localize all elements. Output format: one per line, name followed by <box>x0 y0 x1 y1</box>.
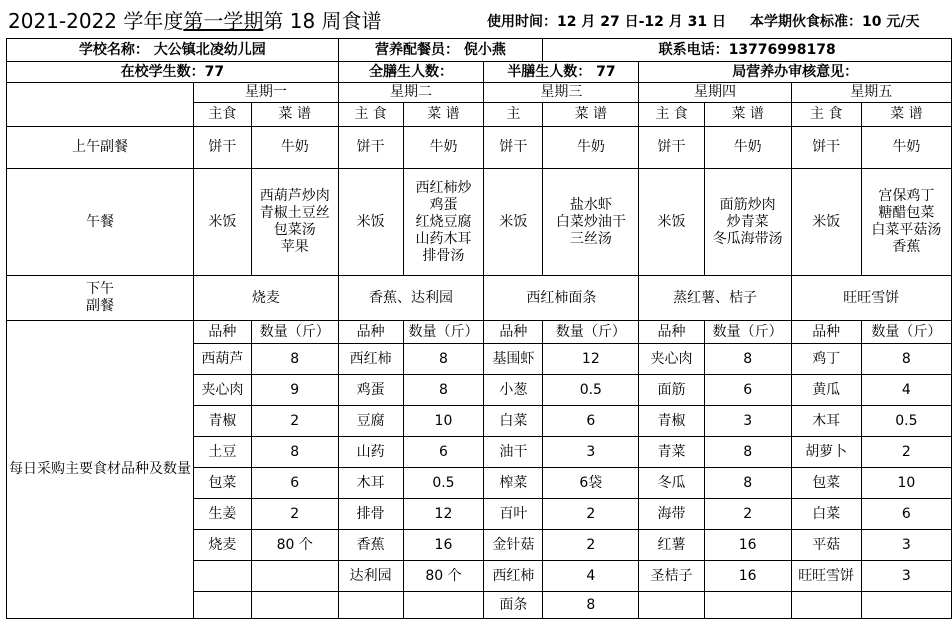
day-header: 星期三 <box>484 83 639 103</box>
purchase-qty: 80 个 <box>403 561 484 592</box>
daily-purchase-label: 每日采购主要食材品种及数量 <box>7 321 194 619</box>
purchase-item: 百叶 <box>484 499 543 530</box>
purchase-item: 白菜 <box>791 499 861 530</box>
afternoon-row <box>7 276 952 321</box>
purchase-qty: 2 <box>861 437 951 468</box>
menu-header: 菜 谱 <box>251 103 338 127</box>
afternoon-snack: 香蕉、达利园 <box>338 276 484 321</box>
purchase-qty-empty <box>704 592 791 619</box>
purchase-item-empty <box>194 561 252 592</box>
morning-staple: 饼干 <box>484 127 543 169</box>
staple-header: 主食 <box>194 103 252 127</box>
purchase-item: 夹心肉 <box>194 375 252 406</box>
purchase-item: 面筋 <box>639 375 704 406</box>
purchase-qty: 6 <box>251 468 338 499</box>
purchase-qty: 6 <box>704 375 791 406</box>
qty-header: 数量（斤） <box>543 321 639 344</box>
half-board-count: 半膳生人数： 77 <box>484 62 639 83</box>
menu-table <box>6 38 952 619</box>
purchase-item-empty <box>639 592 704 619</box>
lunch-menu: 面筋炒肉 炒青菜 冬瓜海带汤 <box>704 169 791 276</box>
afternoon-snack: 烧麦 <box>194 276 339 321</box>
nutritionist: 营养配餐员： 倪小燕 <box>338 39 543 62</box>
purchase-item: 包菜 <box>194 468 252 499</box>
corner-cell <box>7 83 194 127</box>
purchase-item: 黄瓜 <box>791 375 861 406</box>
menu-header: 菜 谱 <box>543 103 639 127</box>
morning-menu: 牛奶 <box>704 127 791 169</box>
purchase-qty: 6 <box>861 499 951 530</box>
staple-header: 主 <box>484 103 543 127</box>
info-row-1 <box>7 39 952 62</box>
purchase-qty: 3 <box>861 561 951 592</box>
purchase-item: 冬瓜 <box>639 468 704 499</box>
afternoon-label: 下午 副餐 <box>7 276 194 321</box>
morning-menu: 牛奶 <box>403 127 484 169</box>
qty-header: 数量（斤） <box>861 321 951 344</box>
purchase-qty: 8 <box>543 592 639 619</box>
title-bar <box>0 0 952 38</box>
purchase-qty: 8 <box>704 468 791 499</box>
purchase-qty: 10 <box>403 406 484 437</box>
morning-menu: 牛奶 <box>543 127 639 169</box>
purchase-item: 木耳 <box>338 468 403 499</box>
morning-label: 上午副餐 <box>7 127 194 169</box>
school-name: 学校名称： 大公镇北凌幼儿园 <box>7 39 339 62</box>
purchase-item: 胡萝卜 <box>791 437 861 468</box>
purchase-item: 山药 <box>338 437 403 468</box>
lunch-menu: 宫保鸡丁 糖醋包菜 白菜平菇汤 香蕉 <box>861 169 951 276</box>
lunch-staple: 米饭 <box>194 169 252 276</box>
purchase-qty-empty <box>251 592 338 619</box>
purchase-item: 油干 <box>484 437 543 468</box>
morning-menu: 牛奶 <box>861 127 951 169</box>
item-header: 品种 <box>791 321 861 344</box>
purchase-qty: 6 <box>543 406 639 437</box>
purchase-qty: 80 个 <box>251 530 338 561</box>
staple-header: 主 食 <box>338 103 403 127</box>
purchase-item: 排骨 <box>338 499 403 530</box>
info-row-2 <box>7 62 952 83</box>
lunch-menu: 西红柿炒 鸡蛋 红烧豆腐 山药木耳 排骨汤 <box>403 169 484 276</box>
purchase-item: 基围虾 <box>484 344 543 375</box>
day-header: 星期四 <box>639 83 791 103</box>
purchase-qty: 8 <box>251 437 338 468</box>
lunch-staple: 米饭 <box>484 169 543 276</box>
morning-menu: 牛奶 <box>251 127 338 169</box>
contact-phone: 联系电话：13776998178 <box>543 39 952 62</box>
morning-staple: 饼干 <box>194 127 252 169</box>
morning-staple: 饼干 <box>791 127 861 169</box>
title-semester: 第一学期 <box>183 9 264 33</box>
purchase-item: 金针菇 <box>484 530 543 561</box>
item-header: 品种 <box>484 321 543 344</box>
purchase-qty: 8 <box>403 375 484 406</box>
purchase-item: 青菜 <box>639 437 704 468</box>
day-header: 星期二 <box>338 83 484 103</box>
item-header: 品种 <box>194 321 252 344</box>
purchase-item: 夹心肉 <box>639 344 704 375</box>
menu-table-body <box>7 39 952 619</box>
purchase-item: 榨菜 <box>484 468 543 499</box>
purchase-qty: 8 <box>704 437 791 468</box>
morning-staple: 饼干 <box>338 127 403 169</box>
purchase-item: 鸡丁 <box>791 344 861 375</box>
purchase-item: 海带 <box>639 499 704 530</box>
purchase-item: 西红柿 <box>484 561 543 592</box>
page-title <box>8 5 382 34</box>
purchase-item-empty <box>194 592 252 619</box>
menu-header: 菜 谱 <box>403 103 484 127</box>
qty-header: 数量（斤） <box>251 321 338 344</box>
purchase-qty: 0.5 <box>861 406 951 437</box>
morning-staple: 饼干 <box>639 127 704 169</box>
lunch-menu: 西葫芦炒肉 青椒土豆丝 包菜汤 苹果 <box>251 169 338 276</box>
student-count: 在校学生数：77 <box>7 62 339 83</box>
purchase-qty: 12 <box>543 344 639 375</box>
purchase-qty: 12 <box>403 499 484 530</box>
purchase-qty: 2 <box>543 530 639 561</box>
bureau-review: 局营养办审核意见： <box>639 62 952 83</box>
meal-standard: 本学期伙食标准：10 元/天 <box>750 14 920 30</box>
afternoon-snack: 蒸红薯、桔子 <box>639 276 791 321</box>
purchase-item: 红薯 <box>639 530 704 561</box>
purchase-item: 白菜 <box>484 406 543 437</box>
purchase-item: 木耳 <box>791 406 861 437</box>
lunch-staple: 米饭 <box>639 169 704 276</box>
purchase-qty: 3 <box>861 530 951 561</box>
menu-header: 菜 谱 <box>861 103 951 127</box>
purchase-qty: 3 <box>704 406 791 437</box>
purchase-item: 烧麦 <box>194 530 252 561</box>
purchase-qty: 0.5 <box>543 375 639 406</box>
purchase-item: 面条 <box>484 592 543 619</box>
purchase-qty: 4 <box>861 375 951 406</box>
usage-time: 使用时间：12 月 27 日-12 月 31 日 <box>487 14 726 30</box>
purchase-qty: 8 <box>403 344 484 375</box>
purchase-qty: 16 <box>403 530 484 561</box>
purchase-item: 西红柿 <box>338 344 403 375</box>
purchase-item: 青椒 <box>194 406 252 437</box>
lunch-staple: 米饭 <box>338 169 403 276</box>
purchase-item: 土豆 <box>194 437 252 468</box>
qty-header: 数量（斤） <box>403 321 484 344</box>
purchase-item: 平菇 <box>791 530 861 561</box>
purchase-qty-empty <box>251 561 338 592</box>
purchase-item: 西葫芦 <box>194 344 252 375</box>
purchase-item: 包菜 <box>791 468 861 499</box>
purchase-qty: 16 <box>704 530 791 561</box>
purchase-qty: 10 <box>861 468 951 499</box>
lunch-staple: 米饭 <box>791 169 861 276</box>
purchase-qty: 2 <box>251 406 338 437</box>
purchase-item: 香蕉 <box>338 530 403 561</box>
purchase-qty: 3 <box>543 437 639 468</box>
item-header: 品种 <box>338 321 403 344</box>
purchase-qty: 4 <box>543 561 639 592</box>
qty-header: 数量（斤） <box>704 321 791 344</box>
title-year: 2021-2022 学年度 <box>8 9 184 33</box>
day-header: 星期五 <box>791 83 951 103</box>
purchase-qty: 16 <box>704 561 791 592</box>
purchase-item: 生姜 <box>194 499 252 530</box>
lunch-row <box>7 169 952 276</box>
lunch-label: 午餐 <box>7 169 194 276</box>
full-board-count: 全膳生人数： <box>338 62 484 83</box>
purchase-qty-empty <box>403 592 484 619</box>
purchase-header-row <box>7 321 952 344</box>
purchase-qty: 2 <box>704 499 791 530</box>
purchase-qty: 8 <box>704 344 791 375</box>
purchase-item-empty <box>791 592 861 619</box>
item-header: 品种 <box>639 321 704 344</box>
purchase-item: 达利园 <box>338 561 403 592</box>
purchase-item: 小葱 <box>484 375 543 406</box>
afternoon-snack: 西红柿面条 <box>484 276 639 321</box>
title-week: 第 18 周食谱 <box>263 9 382 33</box>
staple-header: 主 食 <box>791 103 861 127</box>
purchase-item: 青椒 <box>639 406 704 437</box>
purchase-item: 旺旺雪饼 <box>791 561 861 592</box>
day-header: 星期一 <box>194 83 339 103</box>
purchase-qty: 0.5 <box>403 468 484 499</box>
purchase-qty-empty <box>861 592 951 619</box>
purchase-qty: 9 <box>251 375 338 406</box>
purchase-qty: 2 <box>543 499 639 530</box>
afternoon-snack: 旺旺雪饼 <box>791 276 951 321</box>
purchase-item-empty <box>338 592 403 619</box>
staple-header: 主 食 <box>639 103 704 127</box>
purchase-item: 豆腐 <box>338 406 403 437</box>
day-header-row <box>7 83 952 103</box>
purchase-item: 圣桔子 <box>639 561 704 592</box>
menu-header: 菜 谱 <box>704 103 791 127</box>
purchase-qty: 6袋 <box>543 468 639 499</box>
morning-row <box>7 127 952 169</box>
purchase-item: 鸡蛋 <box>338 375 403 406</box>
purchase-qty: 6 <box>403 437 484 468</box>
purchase-qty: 2 <box>251 499 338 530</box>
purchase-qty: 8 <box>251 344 338 375</box>
lunch-menu: 盐水虾 白菜炒油干 三丝汤 <box>543 169 639 276</box>
purchase-qty: 8 <box>861 344 951 375</box>
